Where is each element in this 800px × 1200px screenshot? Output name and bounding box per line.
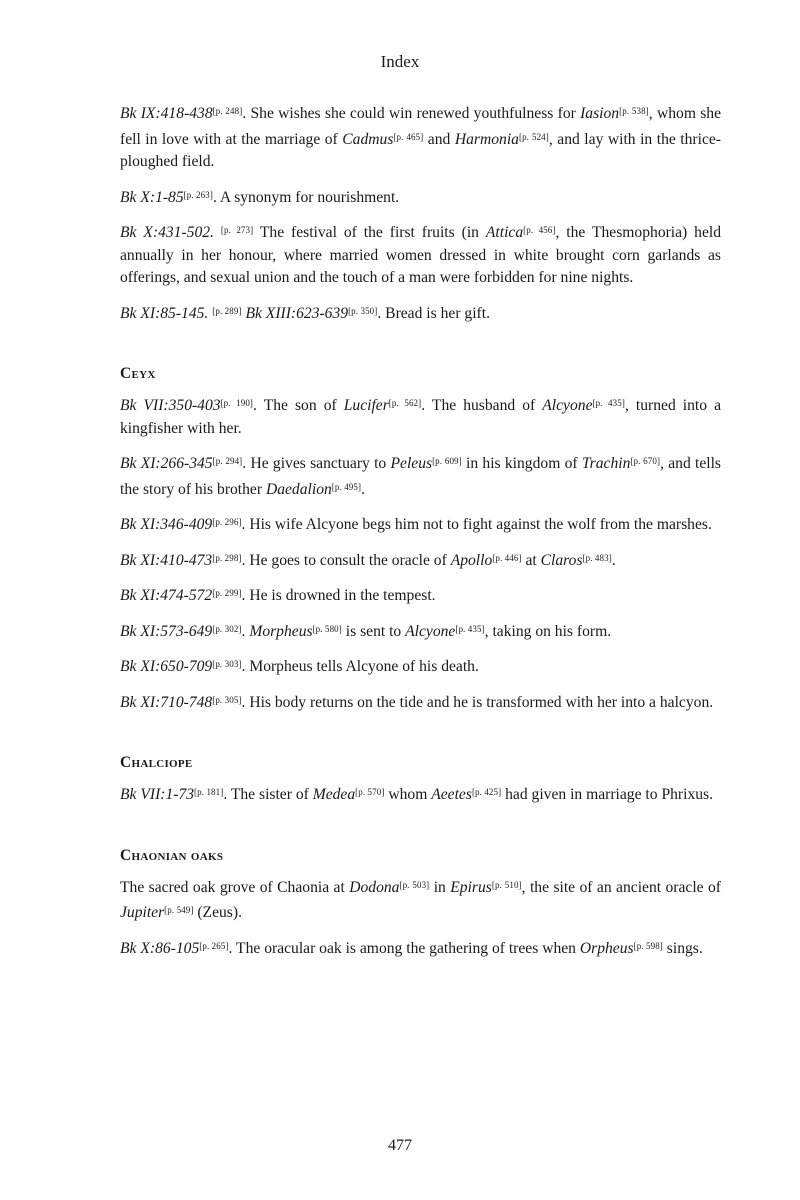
- cross-reference-link[interactable]: Bk XI:85-145.: [120, 304, 209, 322]
- entry-text: whom: [384, 786, 432, 803]
- page-reference-link[interactable]: [p. 435]: [592, 398, 625, 408]
- page-reference-link[interactable]: [p. 670]: [630, 456, 661, 466]
- entry-text: (Zeus).: [193, 904, 242, 921]
- cross-reference-link[interactable]: Epirus: [450, 878, 492, 896]
- entry-paragraph: [120, 392, 721, 440]
- page-reference-link[interactable]: [p. 425]: [471, 787, 502, 797]
- entry-text: . The husband of: [421, 397, 543, 414]
- entry-paragraph: [120, 653, 721, 679]
- entry-text: , the Thesmophoria) held annually in her honour, where married women dressed in white brought corn garlands as offerings, and sexual union and the touch of a man were forbidden for nine nights.: [120, 224, 722, 286]
- index-entry: [120, 365, 721, 714]
- cross-reference-link[interactable]: Claros: [540, 551, 583, 569]
- entry-text: , whom she fell in love with at the marriage of: [120, 105, 722, 148]
- entry-text: . His wife Alcyone begs him not to fight against the wolf from the marshes.: [241, 516, 712, 533]
- entry-paragraph: [120, 547, 721, 573]
- page-reference-link[interactable]: [p. 294]: [212, 456, 243, 466]
- entry-text: , taking on his form.: [484, 622, 612, 640]
- page-reference-link[interactable]: [p. 503]: [399, 879, 430, 890]
- index-content: [120, 100, 721, 960]
- entry-paragraph: [120, 300, 721, 326]
- entry-paragraph: [120, 100, 721, 174]
- cross-reference-link[interactable]: Apollo: [450, 551, 493, 569]
- entry-text: . Morpheus tells Alcyone of his death.: [241, 658, 479, 675]
- page-reference-link[interactable]: [p. 298]: [212, 552, 242, 563]
- page-reference-link[interactable]: [p. 302]: [212, 623, 242, 634]
- page-reference-link[interactable]: [p. 265]: [199, 940, 229, 951]
- page-reference-link[interactable]: [p. 248]: [212, 106, 243, 116]
- page-reference-link[interactable]: [p. 580]: [312, 623, 342, 634]
- cross-reference-link[interactable]: Bk XI:346-409: [120, 516, 213, 533]
- cross-reference-link[interactable]: Medea: [312, 786, 356, 803]
- entry-paragraph: [120, 781, 721, 807]
- cross-reference-link[interactable]: Bk XI:410-473: [120, 551, 213, 569]
- cross-reference-link[interactable]: Bk VII:350-403: [120, 397, 221, 414]
- entry-paragraph: [120, 935, 721, 961]
- entry-text: . His body returns on the tide and he is transformed with her into a halcyon.: [241, 693, 714, 711]
- cross-reference-link[interactable]: Alcyone: [405, 622, 456, 640]
- cross-reference-link[interactable]: Jupiter: [120, 904, 165, 921]
- entry-paragraph: [120, 450, 721, 501]
- page-reference-link[interactable]: [p. 538]: [619, 106, 649, 116]
- cross-reference-link[interactable]: Bk VII:1-73: [120, 786, 195, 803]
- entry-text: had given in marriage to Phrixus.: [501, 786, 714, 803]
- entry-paragraph: [120, 184, 721, 210]
- entry-paragraph: [120, 511, 721, 537]
- page-reference-link[interactable]: [p. 456]: [523, 225, 556, 235]
- cross-reference-link[interactable]: Dodona: [349, 878, 400, 896]
- entry-text: at: [521, 551, 541, 569]
- page-number: 477: [388, 1137, 412, 1154]
- entry-text: . The oracular oak is among the gathering of trees when: [228, 939, 580, 957]
- page-reference-link[interactable]: [p. 465]: [393, 131, 424, 142]
- entry-text: .: [241, 622, 250, 640]
- page-reference-link[interactable]: [p. 296]: [212, 517, 242, 527]
- page-reference-link[interactable]: [p. 495]: [331, 481, 362, 492]
- cross-reference-link[interactable]: Daedalion: [265, 480, 332, 498]
- entry-text: . He goes to consult the oracle of: [241, 551, 451, 569]
- cross-reference-link[interactable]: Bk IX:418-438: [120, 105, 213, 122]
- cross-reference-link[interactable]: Bk XI:650-709: [120, 658, 213, 675]
- cross-reference-link[interactable]: Alcyone: [542, 397, 593, 414]
- entry-paragraph: [120, 689, 721, 715]
- entry-paragraph: [120, 219, 721, 290]
- cross-reference-link[interactable]: Cadmus: [342, 130, 394, 148]
- page-reference-link[interactable]: [p. 483]: [582, 552, 612, 563]
- index-entry: [120, 754, 721, 807]
- entry-paragraph: [120, 618, 721, 644]
- cross-reference-link[interactable]: Bk XI:573-649: [120, 622, 213, 640]
- entry-text: , turned into a kingfisher with her.: [120, 397, 722, 437]
- cross-reference-link[interactable]: Bk X:431-502.: [120, 224, 214, 241]
- entry-text: . He gives sanctuary to: [242, 455, 391, 472]
- cross-reference-link[interactable]: Bk XI:266-345: [120, 455, 213, 472]
- entry-text: , and tells the story of his brother: [120, 455, 722, 498]
- entry-text: . She wishes she could win renewed youthfulness for: [242, 105, 581, 122]
- cross-reference-link[interactable]: Orpheus: [579, 939, 634, 957]
- cross-reference-link[interactable]: Bk X:86-105: [120, 939, 200, 957]
- entry-heading: Chaonian oaks: [120, 846, 224, 864]
- page-reference-link[interactable]: [p. 273]: [220, 225, 254, 235]
- page-reference-link[interactable]: [p. 435]: [455, 623, 485, 634]
- entry-text: in: [429, 878, 451, 896]
- entry-text: . Bread is her gift.: [377, 304, 490, 322]
- page-reference-link[interactable]: [p. 598]: [633, 940, 663, 951]
- running-head: Index: [380, 52, 420, 71]
- index-entry: [120, 847, 721, 961]
- entry-paragraph: [120, 582, 721, 608]
- page-reference-link[interactable]: [p. 263]: [183, 189, 213, 200]
- entry-text: . The sister of: [223, 786, 313, 803]
- page-reference-link[interactable]: [p. 350]: [348, 305, 378, 316]
- page-reference-link[interactable]: [p. 299]: [212, 588, 242, 598]
- entry-text: is sent to: [341, 622, 406, 640]
- page-reference-link[interactable]: [p. 510]: [491, 879, 522, 890]
- entry-text: The sacred oak grove of Chaonia at: [120, 878, 350, 896]
- cross-reference-link[interactable]: Harmonia: [454, 130, 519, 148]
- entry-text: . He is drowned in the tempest.: [241, 587, 436, 604]
- entry-text: in his kingdom of: [461, 455, 582, 472]
- cross-reference-link[interactable]: Bk XI:474-572: [120, 587, 213, 604]
- entry-text: .: [611, 551, 616, 569]
- entry-text: , the site of an ancient oracle of: [521, 878, 721, 896]
- cross-reference-link[interactable]: Aeetes: [431, 786, 472, 803]
- entry-text: The festival of the first fruits (in: [253, 224, 486, 241]
- page-reference-link[interactable]: [p. 549]: [164, 905, 194, 915]
- entry-paragraph: [120, 874, 721, 925]
- entry-text: . The son of: [253, 397, 344, 414]
- entry-text: and: [423, 130, 455, 148]
- entry-text: . A synonym for nourishment.: [212, 188, 400, 206]
- cross-reference-link[interactable]: Morpheus: [249, 622, 313, 640]
- cross-reference-link[interactable]: Attica: [485, 224, 524, 241]
- entry-heading: Ceyx: [120, 365, 156, 382]
- entry-heading: Chalciope: [120, 754, 193, 771]
- entry-text: [214, 224, 221, 241]
- page-reference-link[interactable]: [p. 562]: [388, 398, 422, 408]
- page-reference-link[interactable]: [p. 181]: [194, 787, 224, 797]
- cross-reference-link[interactable]: Bk X:1-85: [120, 188, 184, 206]
- cross-reference-link[interactable]: Trachin: [581, 455, 631, 472]
- entry-text: , and lay with in the thrice-ploughed field.: [120, 130, 721, 170]
- cross-reference-link[interactable]: Bk XIII:623-639: [245, 304, 349, 322]
- page-reference-link[interactable]: [p. 190]: [220, 398, 254, 408]
- cross-reference-link[interactable]: Peleus: [390, 455, 433, 472]
- page-reference-link[interactable]: [p. 305]: [212, 694, 242, 705]
- entry-text: sings.: [662, 939, 703, 957]
- cross-reference-link[interactable]: Lucifer: [343, 397, 389, 414]
- cross-reference-link[interactable]: Bk XI:710-748: [120, 693, 213, 711]
- page-reference-link[interactable]: [p. 570]: [355, 787, 385, 797]
- index-entry: [120, 100, 721, 325]
- page-reference-link[interactable]: [p. 609]: [432, 456, 462, 466]
- page-reference-link[interactable]: [p. 289]: [212, 305, 242, 316]
- page-reference-link[interactable]: [p. 524]: [518, 131, 549, 142]
- cross-reference-link[interactable]: Iasion: [580, 105, 620, 122]
- entry-text: .: [361, 480, 365, 498]
- page-reference-link[interactable]: [p. 303]: [212, 659, 242, 669]
- page-reference-link[interactable]: [p. 446]: [492, 552, 522, 563]
